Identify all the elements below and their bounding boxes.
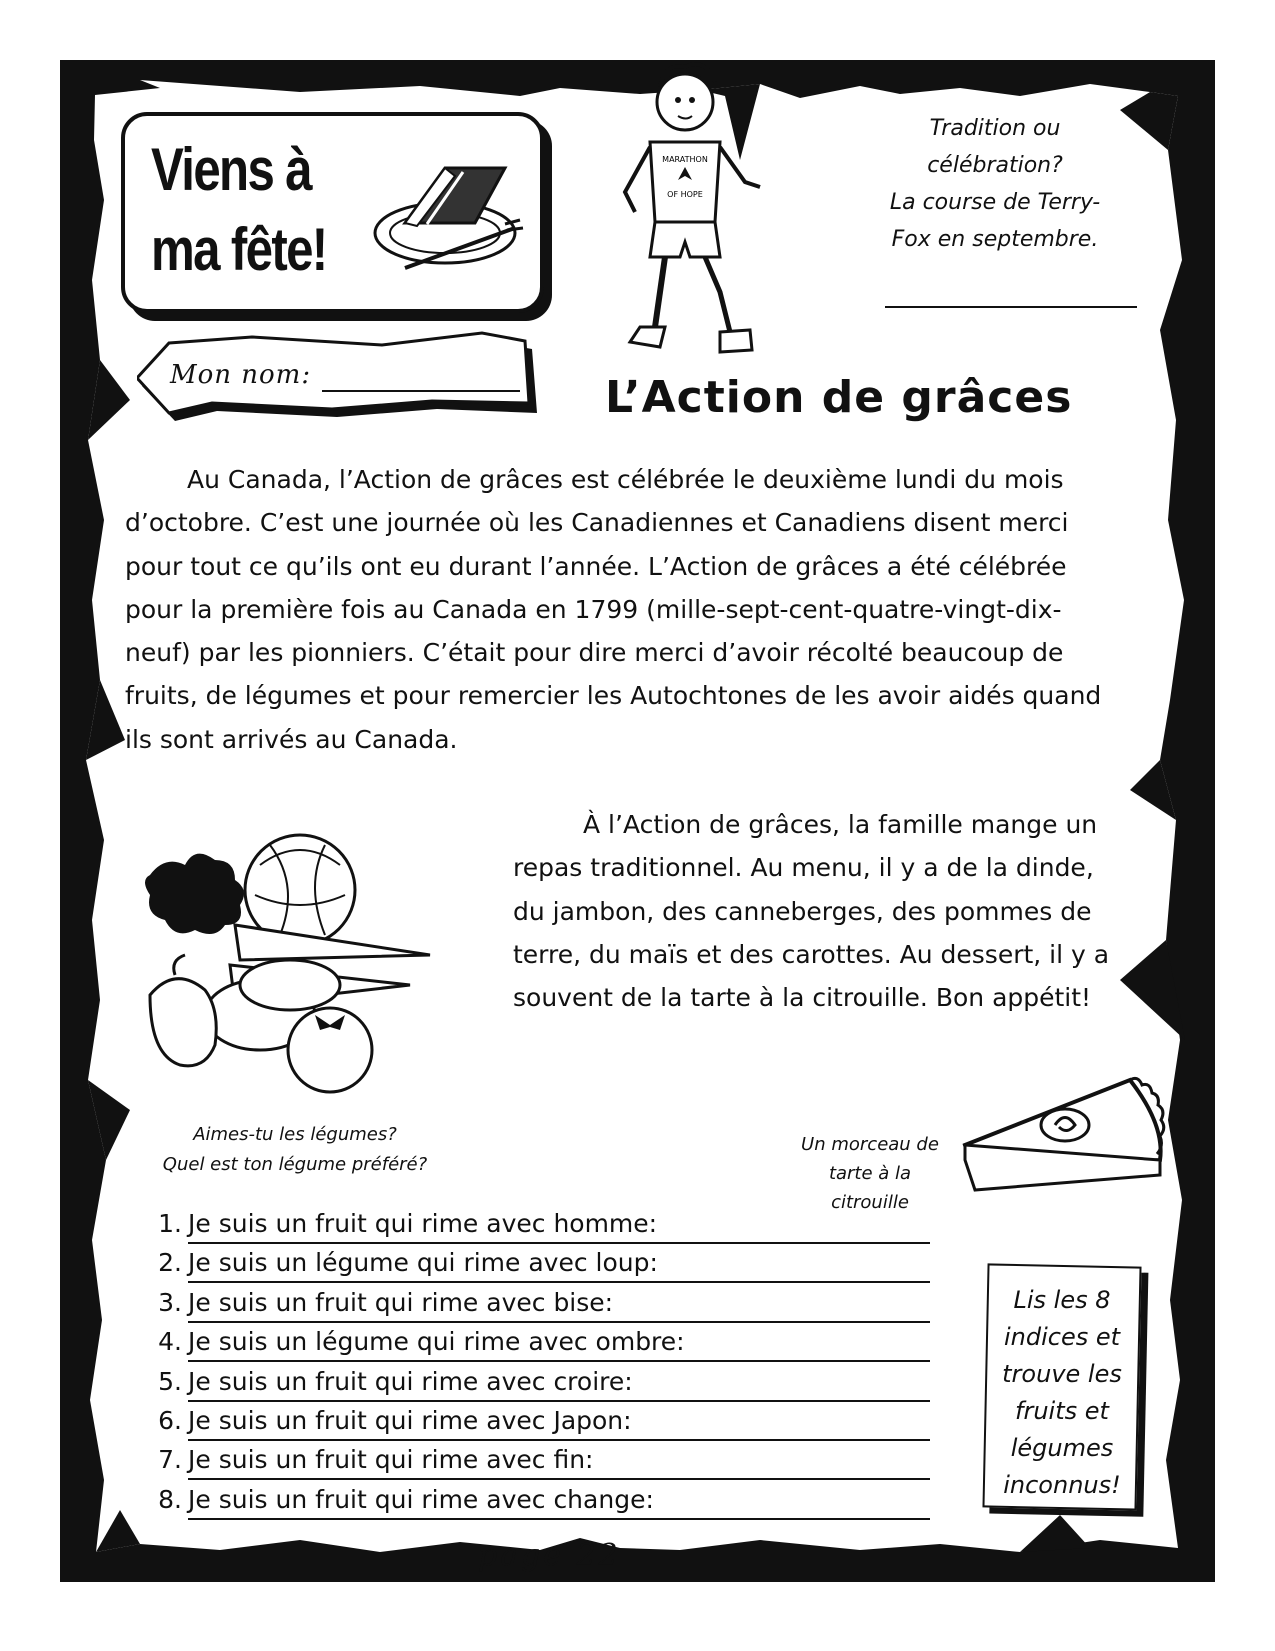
pumpkin-pie-illustration [955, 1065, 1175, 1195]
tradition-line-3: La course de Terry- [889, 190, 1101, 215]
riddle-text: Je suis un fruit qui rime avec croire: [188, 1366, 633, 1396]
riddle-item [150, 1404, 930, 1443]
page-title: L’Action de grâces [605, 372, 1073, 423]
riddle-text: Je suis un légume qui rime avec loup: [188, 1248, 658, 1278]
hint-line-4: fruits et [1015, 1397, 1109, 1425]
riddle-answer-line[interactable] [188, 1518, 930, 1520]
riddle-answer-line[interactable] [188, 1478, 930, 1480]
riddle-item [150, 1286, 930, 1325]
runner-illustration [600, 62, 770, 362]
vegetables-caption-line-1: Aimes-tu les légumes? [193, 1124, 397, 1145]
pie-caption [785, 1130, 955, 1217]
title-box [121, 112, 544, 313]
riddle-number: 3. [158, 1287, 182, 1317]
shirt-text-top: MARATHON [662, 155, 708, 164]
hint-line-5: légumes [1010, 1434, 1114, 1462]
riddle-answer-line[interactable] [188, 1321, 930, 1323]
riddle-answer-line[interactable] [188, 1400, 930, 1402]
tradition-line-1: Tradition ou [929, 116, 1061, 141]
riddle-item [150, 1207, 930, 1246]
vegetables-illustration [140, 825, 440, 1105]
riddle-answer-line[interactable] [188, 1281, 930, 1283]
tradition-line-4: Fox en septembre. [891, 227, 1099, 252]
hint-line-1: Lis les 8 [1013, 1286, 1111, 1314]
vegetables-caption-line-2: Quel est ton légume préféré? [162, 1154, 428, 1175]
paragraph-menu [513, 803, 1133, 1019]
riddle-text: Je suis un fruit qui rime avec fin: [188, 1445, 594, 1475]
paragraph-menu-text: À l’Action de grâces, la famille mange un repas traditionnel. Au menu, il y a de la dinde, du jambon, des canneberges, des pommes de terre, du maïs et des carottes. Au dessert, il y a souvent de la tarte à la citrouille. Bon appétit! [513, 810, 1110, 1013]
riddle-text: Je suis un fruit qui rime avec bise: [188, 1287, 614, 1317]
riddle-number: 1. [158, 1209, 182, 1238]
cake-slice-icon [365, 138, 525, 278]
paragraph-intro [125, 458, 1125, 761]
hint-line-2: indices et [1003, 1323, 1121, 1351]
hint-text [983, 1282, 1141, 1504]
riddle-text: Je suis un fruit qui rime avec change: [188, 1484, 654, 1514]
riddle-answer-line[interactable] [188, 1360, 930, 1362]
riddle-text: Je suis un légume qui rime avec ombre: [188, 1327, 685, 1357]
riddle-item [150, 1246, 930, 1285]
riddle-answer-line[interactable] [188, 1439, 930, 1441]
page-number: page 22 [478, 1538, 621, 1573]
riddle-number: 2. [158, 1248, 182, 1278]
riddle-item [150, 1483, 930, 1522]
hint-line-6: inconnus! [1003, 1471, 1121, 1499]
riddle-text: Je suis un fruit qui rime avec homme: [188, 1209, 658, 1238]
name-label: Mon nom: [170, 360, 312, 390]
hint-line-3: trouve les [1002, 1360, 1122, 1388]
tradition-question [860, 110, 1130, 258]
vegetables-caption [140, 1120, 450, 1180]
tradition-line-2: célébration? [927, 153, 1063, 178]
paragraph-intro-text: Au Canada, l’Action de grâces est célébrée le deuxième lundi du mois d’octobre. C’est une journée où les Canadiennes et Canadiens disent merci pour tout ce qu’ils ont eu durant l’année. L’Action de grâces a été célébrée pour la première fois au Canada en 1799 (mille-sept-cent-quatre-vingt-dix-neuf) par les pionniers. C’était pour dire merci d’avoir récolté beaucoup de fruits, de légumes et pour remercier les Autochtones de les avoir aidés quand ils sont arrivés au Canada. [125, 465, 1102, 754]
riddle-text: Je suis un fruit qui rime avec Japon: [188, 1405, 632, 1435]
riddle-number: 5. [158, 1366, 182, 1396]
pie-caption-line-3: citrouille [831, 1192, 909, 1213]
pie-caption-line-1: Un morceau de [801, 1134, 939, 1155]
tradition-answer-line[interactable] [885, 306, 1137, 308]
title-line-2: ma fête! [151, 216, 327, 283]
shirt-text-bottom: OF HOPE [667, 190, 703, 199]
riddle-item [150, 1325, 930, 1364]
title-line-1: Viens à [151, 136, 311, 203]
riddle-answer-line[interactable] [188, 1242, 930, 1244]
riddle-item [150, 1365, 930, 1404]
name-field[interactable] [322, 390, 520, 392]
riddle-list [150, 1207, 930, 1522]
title-text [151, 130, 340, 290]
riddle-number: 8. [158, 1484, 182, 1514]
riddle-number: 4. [158, 1327, 182, 1357]
riddle-number: 7. [158, 1445, 182, 1475]
pie-caption-line-2: tarte à la [828, 1163, 912, 1184]
riddle-number: 6. [158, 1405, 182, 1435]
riddle-item [150, 1443, 930, 1482]
